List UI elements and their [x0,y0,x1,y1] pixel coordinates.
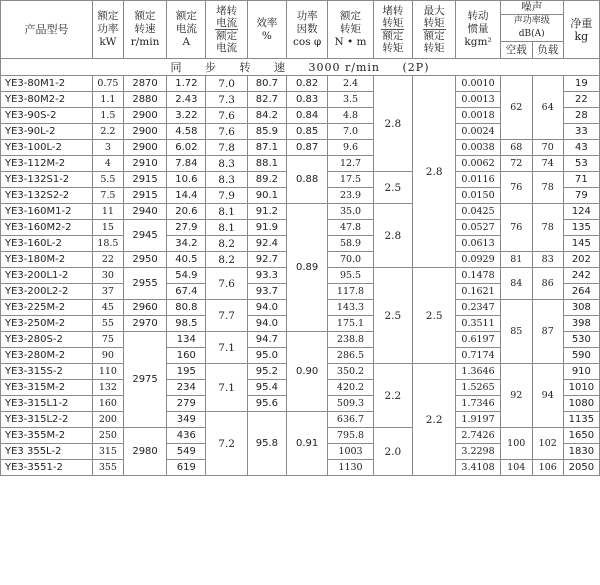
locked-torque-cell: 2.8 [373,76,412,172]
efficiency-cell: 91.9 [247,220,286,236]
inertia-cell: 0.3511 [456,316,500,332]
model-cell: YE3-315M-2 [1,380,93,396]
noise-load-cell: 106 [532,460,563,476]
noise-load-cell: 74 [532,156,563,172]
header-weight: 净重 kg [563,1,599,59]
torque-cell: 1003 [328,444,373,460]
inertia-cell: 0.0062 [456,156,500,172]
power-cell: 355 [92,460,123,476]
inertia-cell: 0.0929 [456,252,500,268]
speed-cell: 2880 [123,92,166,108]
power-cell: 1.5 [92,108,123,124]
model-cell: YE3-100L-2 [1,140,93,156]
model-cell: YE3-160M2-2 [1,220,93,236]
locked-current-cell: 8.1 [206,204,247,220]
torque-cell: 95.5 [328,268,373,284]
weight-cell: 19 [563,76,599,92]
current-cell: 27.9 [167,220,206,236]
efficiency-cell: 95.8 [247,412,286,476]
speed-cell: 2950 [123,252,166,268]
torque-cell: 636.7 [328,412,373,428]
torque-cell: 143.3 [328,300,373,316]
locked-current-cell: 7.7 [206,300,247,332]
speed-cell: 2915 [123,188,166,204]
weight-cell: 79 [563,188,599,204]
speed-cell: 2980 [123,428,166,476]
efficiency-cell: 84.2 [247,108,286,124]
torque-cell: 17.5 [328,172,373,188]
model-cell: YE3-315L2-2 [1,412,93,428]
current-cell: 40.5 [167,252,206,268]
inertia-cell: 0.0018 [456,108,500,124]
weight-cell: 590 [563,348,599,364]
header-max-torque: 最大 转矩 额定 转矩 [412,1,455,59]
power-cell: 2.2 [92,124,123,140]
noise-empty-cell: 68 [500,140,532,156]
noise-load-cell: 83 [532,252,563,268]
header-current: 额定 电流 A [167,1,206,59]
torque-cell: 795.8 [328,428,373,444]
table-row [1,76,600,92]
header-model: 产品型号 [1,1,93,59]
weight-cell: 308 [563,300,599,316]
power-factor-cell: 0.87 [287,140,328,156]
noise-empty-cell: 76 [500,204,532,252]
locked-current-cell: 7.6 [206,108,247,124]
speed-cell: 2955 [123,268,166,300]
header-rated-torque: 额定 转矩 N • m [328,1,373,59]
speed-cell: 2970 [123,316,166,332]
inertia-cell: 0.0038 [456,140,500,156]
model-cell: YE3-280M-2 [1,348,93,364]
weight-cell: 398 [563,316,599,332]
efficiency-cell: 95.2 [247,364,286,380]
torque-cell: 175.1 [328,316,373,332]
current-cell: 619 [167,460,206,476]
efficiency-cell: 92.4 [247,236,286,252]
power-cell: 11 [92,204,123,220]
power-cell: 30 [92,268,123,284]
weight-cell: 22 [563,92,599,108]
efficiency-cell: 82.7 [247,92,286,108]
locked-current-cell: 8.3 [206,172,247,188]
inertia-cell: 1.5265 [456,380,500,396]
noise-empty-cell: 76 [500,172,532,204]
model-cell: YE3-90L-2 [1,124,93,140]
inertia-cell: 0.0010 [456,76,500,92]
model-cell: YE3-280S-2 [1,332,93,348]
torque-cell: 58.9 [328,236,373,252]
current-cell: 6.02 [167,140,206,156]
torque-cell: 286.5 [328,348,373,364]
power-cell: 4 [92,156,123,172]
locked-current-cell: 7.8 [206,140,247,156]
header-power: 额定 功率 kW [92,1,123,59]
efficiency-cell: 85.9 [247,124,286,140]
weight-cell: 71 [563,172,599,188]
current-cell: 549 [167,444,206,460]
inertia-cell: 0.6197 [456,332,500,348]
current-cell: 14.4 [167,188,206,204]
inertia-cell: 2.7426 [456,428,500,444]
current-cell: 10.6 [167,172,206,188]
noise-empty-cell: 104 [500,460,532,476]
inertia-cell: 1.3646 [456,364,500,380]
inertia-cell: 0.2347 [456,300,500,316]
inertia-cell: 0.7174 [456,348,500,364]
weight-cell: 124 [563,204,599,220]
current-cell: 20.6 [167,204,206,220]
speed-cell: 2945 [123,220,166,252]
torque-cell: 420.2 [328,380,373,396]
inertia-cell: 0.0613 [456,236,500,252]
locked-torque-cell: 2.2 [373,364,412,428]
model-cell: YE3-90S-2 [1,108,93,124]
power-cell: 90 [92,348,123,364]
max-torque-cell: 2.5 [412,268,455,364]
power-cell: 7.5 [92,188,123,204]
model-cell: YE3-355M-2 [1,428,93,444]
max-torque-cell: 2.8 [412,76,455,268]
locked-current-cell: 7.1 [206,332,247,364]
weight-cell: 264 [563,284,599,300]
power-cell: 200 [92,412,123,428]
model-cell: YE3-112M-2 [1,156,93,172]
efficiency-cell: 94.0 [247,316,286,332]
efficiency-cell: 95.4 [247,380,286,396]
torque-cell: 4.8 [328,108,373,124]
inertia-cell: 1.7346 [456,396,500,412]
model-cell: YE3-200L1-2 [1,268,93,284]
power-cell: 5.5 [92,172,123,188]
model-cell: YE3-80M2-2 [1,92,93,108]
power-cell: 110 [92,364,123,380]
efficiency-cell: 94.7 [247,332,286,348]
weight-cell: 910 [563,364,599,380]
efficiency-cell: 95.0 [247,348,286,364]
torque-cell: 3.5 [328,92,373,108]
speed-cell: 2975 [123,332,166,428]
torque-cell: 9.6 [328,140,373,156]
header-speed: 额定 转速 r/min [123,1,166,59]
model-cell: YE3-250M-2 [1,316,93,332]
current-cell: 54.9 [167,268,206,284]
inertia-cell: 0.1478 [456,268,500,284]
speed-cell: 2900 [123,124,166,140]
power-factor-cell: 0.88 [287,156,328,204]
current-cell: 67.4 [167,284,206,300]
weight-cell: 530 [563,332,599,348]
locked-current-cell: 7.0 [206,76,247,92]
model-cell: YE3-200L2-2 [1,284,93,300]
inertia-cell: 0.1621 [456,284,500,300]
noise-load-cell: 86 [532,268,563,300]
current-cell: 1.72 [167,76,206,92]
torque-cell: 2.4 [328,76,373,92]
weight-cell: 28 [563,108,599,124]
header-inertia: 转动 惯量 kgm² [456,1,500,59]
model-cell: YE3-160M1-2 [1,204,93,220]
power-factor-cell: 0.89 [287,204,328,332]
torque-cell: 509.3 [328,396,373,412]
power-factor-cell: 0.83 [287,92,328,108]
efficiency-cell: 92.7 [247,252,286,268]
model-cell: YE3-3551-2 [1,460,93,476]
speed-cell: 2960 [123,300,166,316]
noise-load-cell: 102 [532,428,563,460]
noise-load-cell: 94 [532,364,563,428]
locked-current-cell: 8.3 [206,156,247,172]
table-row [1,204,600,220]
weight-cell: 1010 [563,380,599,396]
weight-cell: 135 [563,220,599,236]
current-cell: 4.58 [167,124,206,140]
current-cell: 134 [167,332,206,348]
header-locked-torque: 堵转 转矩 额定 转矩 [373,1,412,59]
power-cell: 160 [92,396,123,412]
power-cell: 1.1 [92,92,123,108]
torque-cell: 238.8 [328,332,373,348]
speed-cell: 2900 [123,140,166,156]
locked-torque-cell: 2.5 [373,268,412,364]
weight-cell: 1080 [563,396,599,412]
header-noise: 噪声 声功率级 dB(A) [500,1,563,42]
model-cell: YE3-315L1-2 [1,396,93,412]
torque-cell: 70.0 [328,252,373,268]
power-factor-cell: 0.90 [287,332,328,412]
weight-cell: 145 [563,236,599,252]
current-cell: 98.5 [167,316,206,332]
torque-cell: 47.8 [328,220,373,236]
power-cell: 132 [92,380,123,396]
model-cell: YE3-80M1-2 [1,76,93,92]
torque-cell: 117.8 [328,284,373,300]
locked-current-cell: 8.2 [206,236,247,252]
locked-current-cell: 7.6 [206,268,247,300]
weight-cell: 2050 [563,460,599,476]
power-cell: 22 [92,252,123,268]
speed-cell: 2870 [123,76,166,92]
weight-cell: 1830 [563,444,599,460]
model-cell: YE3-315S-2 [1,364,93,380]
inertia-cell: 0.0013 [456,92,500,108]
efficiency-cell: 94.0 [247,300,286,316]
torque-cell: 350.2 [328,364,373,380]
weight-cell: 53 [563,156,599,172]
current-cell: 160 [167,348,206,364]
current-cell: 3.22 [167,108,206,124]
noise-load-cell: 64 [532,76,563,140]
locked-current-cell: 7.9 [206,188,247,204]
weight-cell: 242 [563,268,599,284]
locked-current-cell: 8.2 [206,252,247,268]
power-cell: 0.75 [92,76,123,92]
current-cell: 349 [167,412,206,428]
model-cell: YE3-132S2-2 [1,188,93,204]
noise-load-cell: 78 [532,204,563,252]
locked-current-cell: 7.3 [206,92,247,108]
header-noise-load: 负载 [532,42,563,59]
current-cell: 436 [167,428,206,444]
torque-cell: 12.7 [328,156,373,172]
torque-cell: 23.9 [328,188,373,204]
efficiency-cell: 87.1 [247,140,286,156]
noise-load-cell: 70 [532,140,563,156]
efficiency-cell: 89.2 [247,172,286,188]
noise-load-cell: 78 [532,172,563,204]
model-cell: YE3 355L-2 [1,444,93,460]
current-cell: 195 [167,364,206,380]
model-cell: YE3-225M-2 [1,300,93,316]
noise-empty-cell: 85 [500,300,532,364]
header-efficiency: 效率 % [247,1,286,59]
power-cell: 15 [92,220,123,236]
efficiency-cell: 91.2 [247,204,286,220]
power-cell: 18.5 [92,236,123,252]
power-factor-cell: 0.84 [287,108,328,124]
torque-cell: 35.0 [328,204,373,220]
weight-cell: 33 [563,124,599,140]
max-torque-cell: 2.2 [412,364,455,476]
locked-current-cell: 7.6 [206,124,247,140]
power-cell: 55 [92,316,123,332]
power-cell: 250 [92,428,123,444]
current-cell: 279 [167,396,206,412]
power-factor-cell: 0.82 [287,76,328,92]
locked-current-cell: 7.1 [206,364,247,412]
inertia-cell: 0.0024 [456,124,500,140]
inertia-cell: 0.0116 [456,172,500,188]
noise-empty-cell: 100 [500,428,532,460]
noise-empty-cell: 81 [500,252,532,268]
weight-cell: 1650 [563,428,599,444]
efficiency-cell: 93.3 [247,268,286,284]
efficiency-cell: 95.6 [247,396,286,412]
efficiency-cell: 88.1 [247,156,286,172]
power-cell: 3 [92,140,123,156]
power-cell: 37 [92,284,123,300]
locked-torque-cell: 2.5 [373,172,412,204]
inertia-cell: 0.0425 [456,204,500,220]
model-cell: YE3-132S1-2 [1,172,93,188]
inertia-cell: 0.0527 [456,220,500,236]
model-cell: YE3-160L-2 [1,236,93,252]
power-cell: 315 [92,444,123,460]
table-row [1,140,600,156]
noise-empty-cell: 62 [500,76,532,140]
locked-torque-cell: 2.0 [373,428,412,476]
weight-cell: 43 [563,140,599,156]
speed-cell: 2900 [123,108,166,124]
torque-cell: 7.0 [328,124,373,140]
current-cell: 80.8 [167,300,206,316]
noise-empty-cell: 72 [500,156,532,172]
speed-cell: 2910 [123,156,166,172]
power-cell: 45 [92,300,123,316]
inertia-cell: 1.9197 [456,412,500,428]
power-factor-cell: 0.91 [287,412,328,476]
noise-load-cell: 87 [532,300,563,364]
sync-speed-row: 同 步 转 速 3000 r/min (2P) [1,59,600,76]
power-factor-cell: 0.85 [287,124,328,140]
noise-empty-cell: 92 [500,364,532,428]
efficiency-cell: 90.1 [247,188,286,204]
model-cell: YE3-180M-2 [1,252,93,268]
header-power-factor: 功率 因数 cos φ [287,1,328,59]
locked-current-cell: 8.1 [206,220,247,236]
locked-current-cell: 7.2 [206,412,247,476]
weight-cell: 202 [563,252,599,268]
header-locked-current: 堵转 电流 额定 电流 [206,1,247,59]
current-cell: 7.84 [167,156,206,172]
current-cell: 34.2 [167,236,206,252]
weight-cell: 1135 [563,412,599,428]
speed-cell: 2915 [123,172,166,188]
power-cell: 75 [92,332,123,348]
noise-empty-cell: 84 [500,268,532,300]
current-cell: 2.43 [167,92,206,108]
inertia-cell: 3.2298 [456,444,500,460]
inertia-cell: 3.4108 [456,460,500,476]
locked-torque-cell: 2.8 [373,204,412,268]
current-cell: 234 [167,380,206,396]
header-noise-empty: 空载 [500,42,532,59]
inertia-cell: 0.0150 [456,188,500,204]
efficiency-cell: 93.7 [247,284,286,300]
torque-cell: 1130 [328,460,373,476]
speed-cell: 2940 [123,204,166,220]
table-row [1,156,600,172]
efficiency-cell: 80.7 [247,76,286,92]
